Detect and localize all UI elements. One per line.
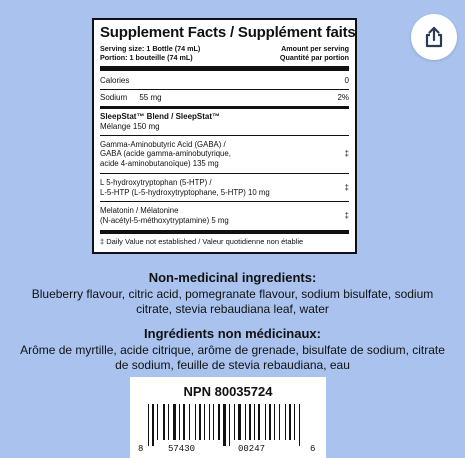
barcode-bar — [299, 404, 300, 446]
calories-label: Calories — [100, 75, 130, 85]
portion: Portion: 1 bouteille (74 mL) — [100, 53, 193, 63]
blend-row — [100, 109, 349, 136]
serving-size: Serving size: 1 Bottle (74 mL) — [100, 44, 201, 53]
barcode-bar — [265, 404, 266, 440]
barcode-bar — [269, 404, 271, 440]
mel-line2: (N-acétyl-5-méthoxytryptamine) 5 mg — [100, 216, 229, 226]
sodium-row — [100, 90, 349, 109]
barcode-digit-check: 6 — [310, 444, 316, 454]
barcode-card — [130, 377, 326, 458]
barcode-bar — [204, 404, 205, 440]
sodium-amount: 55 mg — [139, 92, 162, 102]
barcode-bar — [189, 404, 190, 440]
htp-line1: L 5-hydroxytryptophan (5-HTP) / — [100, 177, 212, 187]
htp-row — [100, 174, 349, 202]
sodium-label: Sodium — [100, 92, 128, 102]
serving-info — [100, 44, 349, 63]
ingredients-fr-title: Ingrédients non médicinaux: — [144, 326, 321, 341]
facts-title: Supplement Facts / Supplément faits — [100, 24, 356, 41]
barcode-bar — [168, 404, 169, 440]
ingredients-en-line1: Blueberry flavour, citric acid, pomegranate flavour, sodium bisulfate, sodium — [31, 286, 434, 301]
barcode-digit-lead: 8 — [138, 444, 144, 454]
barcode-bar — [213, 404, 214, 440]
barcode-bar — [173, 404, 176, 440]
barcode-bar — [254, 404, 255, 440]
htp-line2: L-5-HTP (L-5-hydroxytryptophane, 5-HTP) 10 mg — [100, 187, 270, 197]
barcode-bar — [223, 404, 226, 446]
gaba-row — [100, 136, 349, 174]
barcode-digits-right: 00247 — [238, 444, 266, 454]
share-icon — [422, 25, 446, 49]
barcode-bar — [157, 404, 158, 440]
barcode-bar — [148, 404, 149, 446]
npn-number: NPN 80035724 — [183, 384, 273, 399]
barcode-bar — [245, 404, 246, 440]
barcode-bar — [279, 404, 280, 440]
barcode-bar — [285, 404, 286, 440]
gaba-line3: acide 4-aminobutanoïque) 135 mg — [100, 159, 219, 169]
barcode-bar — [163, 404, 165, 440]
ingredients-en — [0, 270, 465, 318]
barcode-bar — [183, 404, 185, 440]
dagger-mark: ‡ — [344, 182, 349, 192]
barcode-bar — [294, 404, 295, 440]
dagger-mark: ‡ — [344, 211, 349, 221]
barcode-image — [130, 404, 326, 454]
barcode-bar — [249, 404, 251, 440]
footnote: ‡ Daily Value not established / Valeur quotidienne non établie — [100, 230, 349, 246]
ingredients-fr-line1: Arôme de myrtille, acide citrique, arôme de grenade, bisulfate de sodium, citrate — [20, 342, 445, 357]
blend-detail: Mélange 150 mg — [100, 121, 160, 131]
ingredients-en-line2: citrate, stevia rebaudiana leaf, water — [136, 302, 329, 317]
thick-divider — [100, 66, 349, 71]
supplement-facts-panel — [92, 18, 357, 254]
sodium-dv: 2% — [337, 92, 349, 102]
gaba-line2: GABA (acide gamma-aminobutyrique, — [100, 149, 231, 159]
barcode-bar — [199, 404, 201, 440]
calories-value: 0 — [344, 75, 349, 85]
blend-name: SleepStat™ Blend / SleepStat™ — [100, 111, 221, 121]
barcode-bar — [289, 404, 291, 440]
barcode-bar — [218, 404, 220, 440]
mel-line1: Melatonin / Mélatonine — [100, 206, 179, 216]
barcode-bar — [238, 404, 241, 440]
calories-row — [100, 73, 349, 90]
melatonin-row — [100, 202, 349, 229]
share-button[interactable] — [411, 14, 457, 60]
barcode-bar — [229, 404, 230, 446]
barcode-bar — [274, 404, 275, 440]
gaba-line1: Gamma-Aminobutyric Acid (GABA) / — [100, 139, 226, 149]
barcode-bar — [195, 404, 196, 440]
barcode-bar — [258, 404, 260, 440]
ingredients-en-title: Non-medicinal ingredients: — [148, 270, 317, 285]
barcode-bar — [209, 404, 210, 440]
barcode-bar — [179, 404, 180, 440]
barcode-bar — [234, 404, 235, 440]
barcode-digits-left: 57430 — [168, 444, 196, 454]
ingredients-fr — [0, 326, 465, 374]
quantite-par-portion: Quantité par portion — [279, 53, 349, 63]
dagger-mark: ‡ — [344, 149, 349, 159]
ingredients-fr-line2: de sodium, feuille de stevia rebaudiana, eau — [115, 358, 350, 373]
amount-per-serving: Amount per serving — [281, 44, 349, 53]
barcode-bar — [152, 404, 154, 446]
